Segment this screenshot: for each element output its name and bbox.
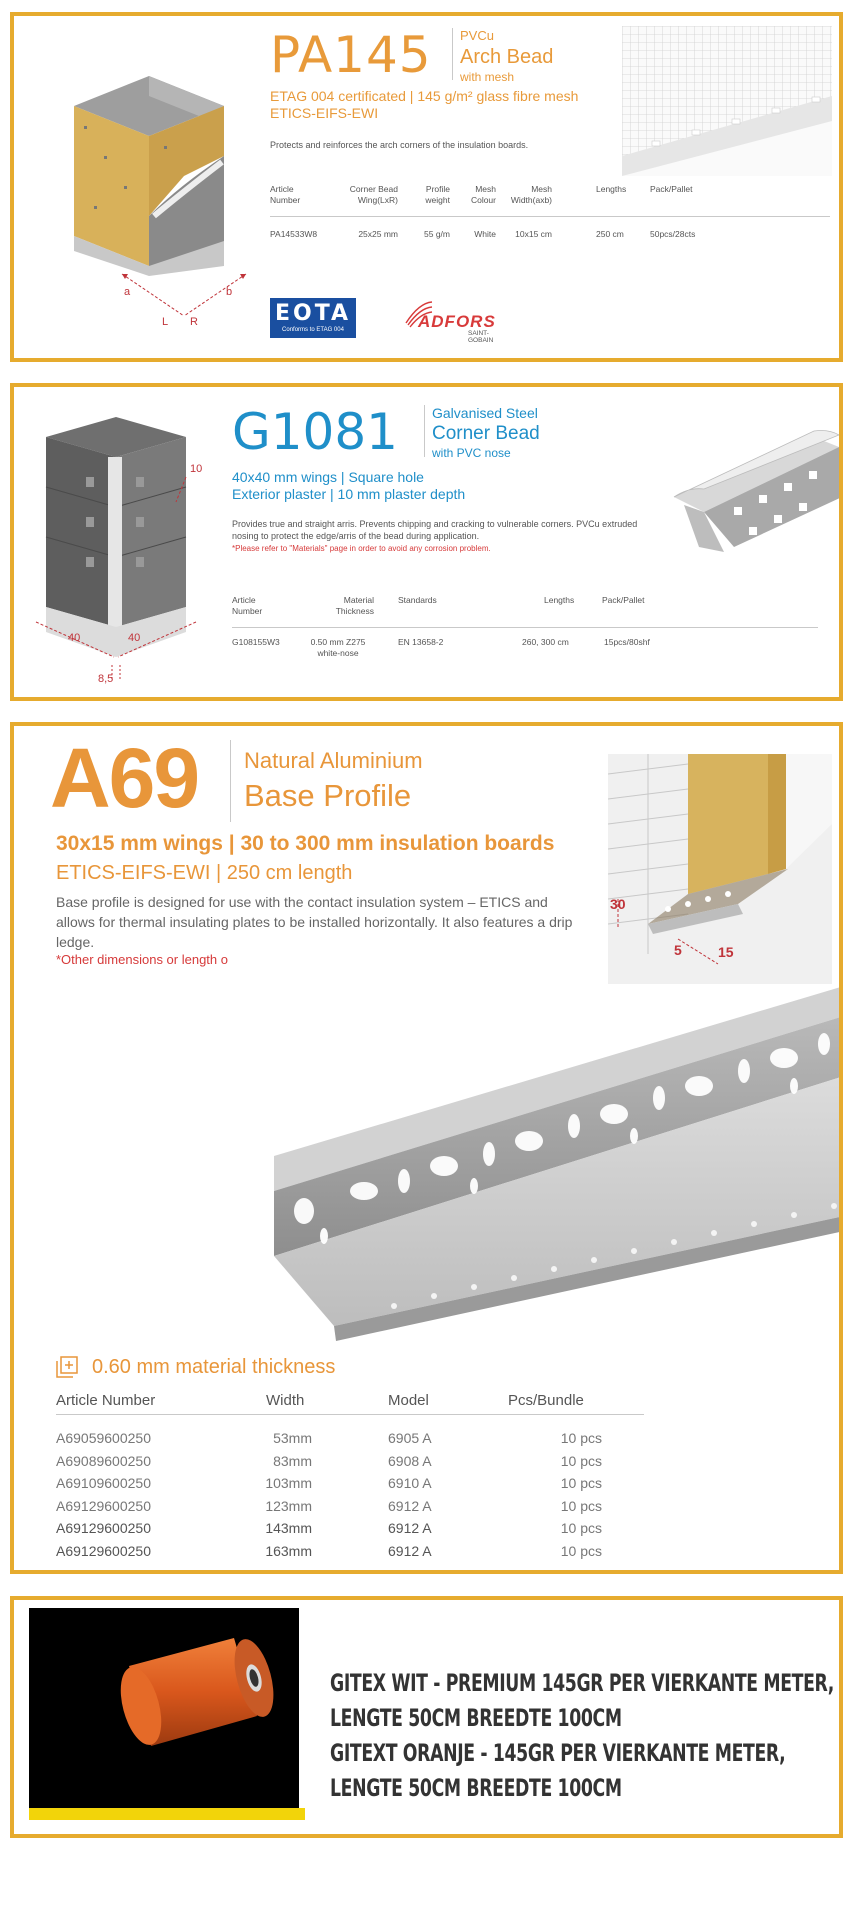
arch-bead-illustration bbox=[54, 66, 244, 276]
gitex-description bbox=[330, 1666, 834, 1806]
product-specs bbox=[232, 469, 465, 503]
title-divider bbox=[230, 740, 231, 822]
gitex-line: LENGTE 50CM BREEDTE 100CM bbox=[330, 1704, 622, 1732]
dim-right-label: 40 bbox=[128, 632, 141, 644]
col-header-model: Model bbox=[388, 1392, 429, 1409]
col-header-pcs: Pcs/Bundle bbox=[508, 1392, 584, 1409]
accent-bar bbox=[29, 1808, 305, 1820]
cell-pcs: 10 pcs bbox=[560, 1542, 602, 1559]
cell-article: A69089600250 bbox=[56, 1452, 151, 1469]
cell-model: 6905 A bbox=[388, 1430, 432, 1446]
table-divider bbox=[232, 627, 818, 628]
product-material: Natural Aluminium bbox=[244, 748, 423, 773]
col-header-pack: Pack/Pallet bbox=[602, 595, 645, 605]
mesh-roll-photo bbox=[29, 1608, 299, 1808]
cell-pcs: 10 pcs bbox=[560, 1497, 602, 1514]
product-description: Provides true and straight arris. Prevents chipping and cracking to vulnerable corners. PVCu extruded nosing to protect the edge/arris of the bead during application. bbox=[232, 519, 638, 541]
gitex-line: GITEX WIT - PREMIUM 145GR PER VIERKANTE METER, bbox=[330, 1669, 834, 1697]
dim-bottom-label: 8,5 bbox=[98, 673, 114, 685]
cell-article: A69059600250 bbox=[56, 1430, 151, 1446]
product-name: Base Profile bbox=[244, 778, 412, 813]
product-material: PVCu bbox=[460, 28, 494, 43]
dim-a-label: a bbox=[124, 286, 131, 298]
cell-article: A69129600250 bbox=[56, 1542, 151, 1559]
col-header-weight: Profile weight bbox=[425, 184, 450, 205]
adfors-logo: ADFORS SAINT-GOBAIN bbox=[404, 298, 514, 340]
col-header-standards: Standards bbox=[398, 595, 437, 605]
cell-article: G108155W3 bbox=[232, 637, 280, 647]
dim-height-label: 30 bbox=[610, 896, 626, 912]
spec-line: Exterior plaster | 10 mm plaster depth bbox=[232, 486, 466, 502]
cell-lengths: 260, 300 cm bbox=[522, 637, 569, 647]
title-divider bbox=[452, 28, 453, 80]
col-header-material: Material Thickness bbox=[335, 595, 374, 616]
col-header-width: Width bbox=[266, 1392, 305, 1409]
product-subtitle: with mesh bbox=[460, 70, 515, 84]
col-header-article: Article Number bbox=[270, 184, 301, 205]
col-header-lengths: Lengths bbox=[596, 184, 627, 194]
product-specs bbox=[270, 88, 610, 122]
col-header-lengths: Lengths bbox=[544, 595, 575, 605]
cell-standards: EN 13658-2 bbox=[398, 637, 444, 647]
cell-width: 163mm bbox=[265, 1542, 312, 1559]
cell-pcs: 10 pcs bbox=[560, 1430, 602, 1446]
spec-line: 40x40 mm wings | Square hole bbox=[232, 469, 424, 485]
title-divider bbox=[424, 405, 425, 457]
product-card-pa145 bbox=[10, 12, 843, 362]
product-name: Corner Bead bbox=[432, 423, 540, 444]
cell-width: 143mm bbox=[265, 1520, 312, 1536]
cell-pack: 15pcs/80shf bbox=[604, 637, 650, 647]
dim-b-label: b bbox=[226, 286, 233, 298]
cell-pcs: 10 pcs bbox=[560, 1475, 602, 1491]
dimensions-note: *Other dimensions or length o bbox=[56, 952, 228, 967]
mesh-bead-photo bbox=[622, 26, 832, 176]
cell-pcs: 10 pcs bbox=[560, 1452, 602, 1469]
cell-mesh-width: 10x15 cm bbox=[515, 229, 552, 239]
spec-line: ETAG 004 certificated | 145 g/m² glass fibre mesh bbox=[270, 88, 579, 104]
product-card-g1081 bbox=[10, 383, 843, 701]
dimension-lines-ab bbox=[114, 266, 254, 341]
gitex-line: LENGTE 50CM BREEDTE 100CM bbox=[330, 1774, 622, 1802]
cell-article: A69129600250 bbox=[56, 1520, 151, 1536]
cell-width: 123mm bbox=[265, 1497, 312, 1514]
cell-lengths: 250 cm bbox=[596, 229, 624, 239]
product-code: G1081 bbox=[232, 403, 398, 461]
product-description: Base profile is designed for use with the contact insulation system – ETICS and allows for thermal insulating plates to be installed horizontally. It also features a drip ledge. bbox=[56, 894, 573, 950]
cell-pack: 50pcs/28cts bbox=[650, 229, 696, 239]
product-description: Protects and reinforces the arch corners of the insulation boards. bbox=[270, 140, 529, 150]
dim-left-label: 40 bbox=[68, 632, 81, 644]
cell-material: 0.50 mm Z275 white-nose bbox=[310, 637, 366, 658]
table-divider bbox=[270, 216, 830, 217]
col-header-article: Article Number bbox=[232, 595, 263, 616]
cell-wing: 25x25 mm bbox=[358, 229, 398, 239]
cell-model: 6912 A bbox=[388, 1497, 432, 1514]
cell-article: A69109600250 bbox=[56, 1475, 151, 1491]
cell-model: 6908 A bbox=[388, 1452, 432, 1469]
dim-a-label: 5 bbox=[674, 942, 682, 958]
dim-b-label: 15 bbox=[718, 944, 734, 960]
dim-top-label: 10 bbox=[190, 463, 203, 475]
cell-model: 6912 A bbox=[388, 1542, 432, 1559]
spec-line: ETICS-EIFS-EWI | 250 cm length bbox=[56, 862, 353, 884]
cell-width: 53mm bbox=[273, 1430, 312, 1446]
corner-bead-illustration bbox=[26, 417, 216, 697]
base-profile-photo bbox=[274, 986, 843, 1346]
dim-r-label: R bbox=[190, 316, 198, 328]
cell-width: 83mm bbox=[273, 1452, 312, 1469]
col-header-article: Article Number bbox=[56, 1392, 156, 1409]
cell-colour: White bbox=[474, 229, 496, 239]
col-header-mesh-width: Mesh Width(axb) bbox=[510, 184, 552, 205]
product-card-a69 bbox=[10, 722, 843, 1574]
gitex-line: GITEXT ORANJE - 145GR PER VIERKANTE METER, bbox=[330, 1739, 786, 1767]
product-card-gitex bbox=[10, 1596, 843, 1838]
cell-pcs: 10 pcs bbox=[560, 1520, 602, 1536]
product-name: Arch Bead bbox=[460, 46, 554, 68]
corner-bead-photo bbox=[664, 427, 843, 557]
cell-weight: 55 g/m bbox=[424, 229, 450, 239]
corrosion-note: *Please refer to "Materials" page in order to avoid any corrosion problem. bbox=[232, 544, 491, 553]
col-header-colour: Mesh Colour bbox=[470, 184, 496, 205]
cell-width: 103mm bbox=[265, 1475, 312, 1491]
cell-article: A69129600250 bbox=[56, 1497, 151, 1514]
eota-logo: EOTA Conforms to ETAG 004 bbox=[270, 298, 356, 338]
material-thickness: 0.60 mm material thickness bbox=[92, 1356, 336, 1378]
spec-line: ETICS-EIFS-EWI bbox=[270, 105, 379, 121]
col-header-wing: Corner Bead Wing(LxR) bbox=[349, 184, 398, 205]
product-code: PA145 bbox=[270, 26, 432, 84]
cell-model: 6910 A bbox=[388, 1475, 432, 1491]
cell-article: PA14533W8 bbox=[270, 229, 318, 239]
spec-line: 30x15 mm wings | 30 to 300 mm insulation boards bbox=[56, 832, 555, 855]
product-material: Galvanised Steel bbox=[432, 405, 538, 421]
table-divider bbox=[56, 1414, 644, 1415]
cell-model: 6912 A bbox=[388, 1520, 432, 1536]
dim-l-label: L bbox=[162, 316, 169, 328]
product-subtitle: with PVC nose bbox=[432, 446, 511, 460]
product-code: A69 bbox=[50, 731, 199, 825]
col-header-pack: Pack/Pallet bbox=[650, 184, 693, 194]
layers-icon bbox=[56, 1356, 78, 1378]
